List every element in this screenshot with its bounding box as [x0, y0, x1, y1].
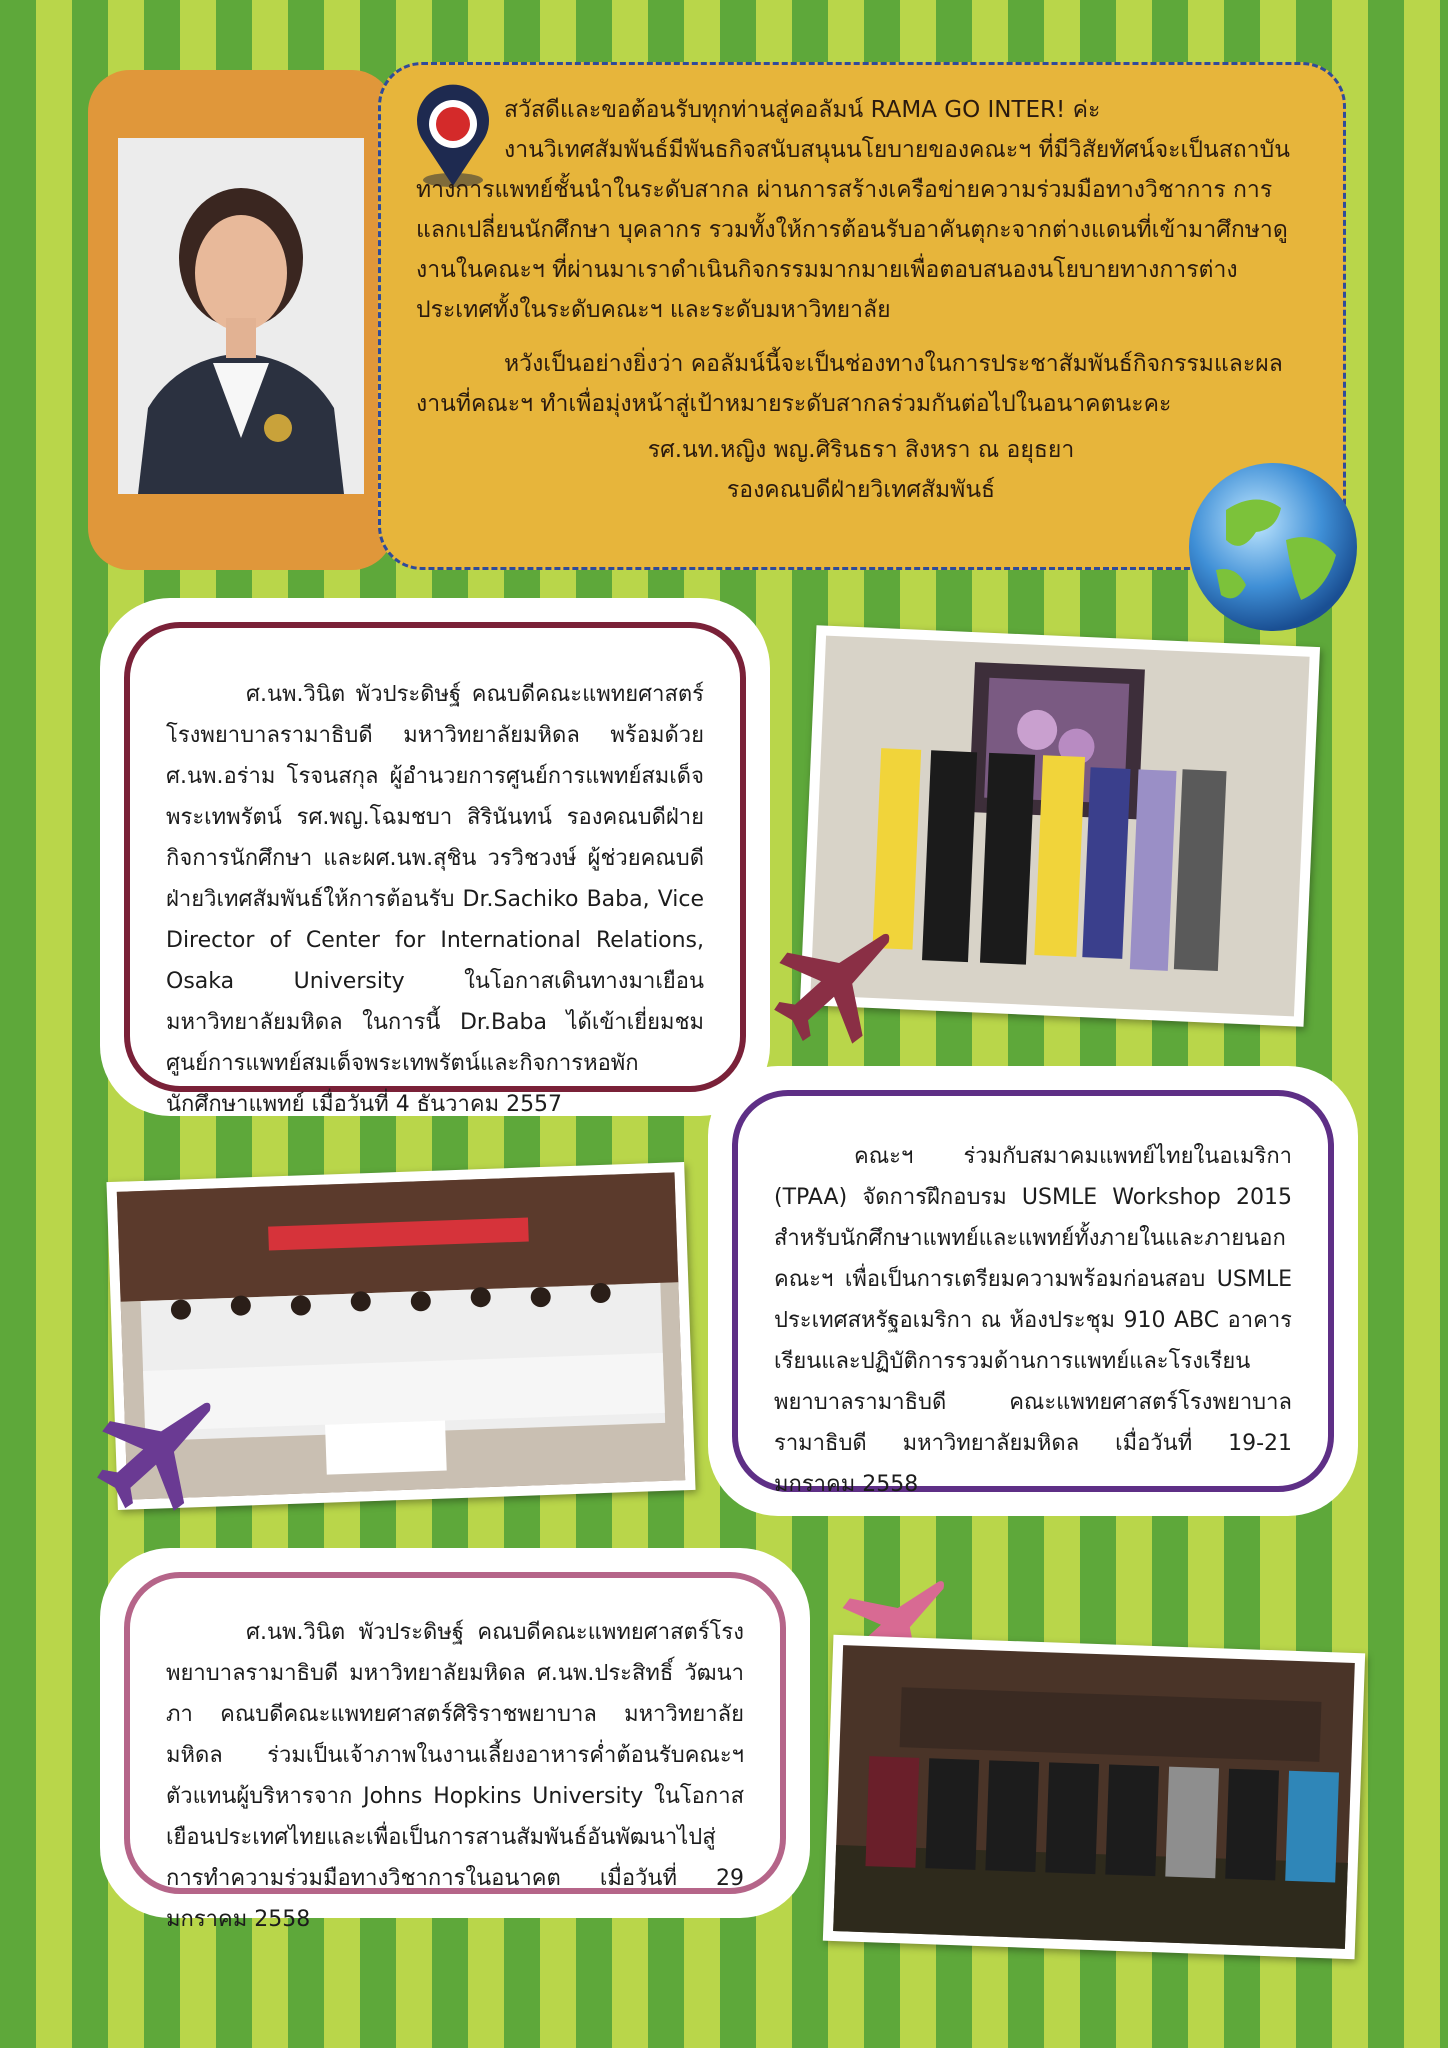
globe-icon	[1186, 460, 1360, 634]
airplane-icon	[92, 1392, 220, 1522]
closing-paragraph: หวังเป็นอย่างยิ่งว่า คอลัมน์นี้จะเป็นช่องทางในการประชาสัมพันธ์กิจกรรมและผลงานที่คณะฯ ทำเพื่อมุ่งหน้าสู่เป้าหมายระดับสากลร่วมกันต่อไปในอนาคตนะคะ	[416, 351, 1283, 417]
greeting: สวัสดีและขอต้อนรับทุกท่านสู่คอลัมน์ RAMA GO INTER! ค่ะ	[504, 97, 1101, 123]
article-card-1	[100, 598, 770, 1116]
article-card-2	[708, 1066, 1358, 1516]
article-card-3	[100, 1548, 810, 1932]
article-text-1: ศ.นพ.วินิต พัวประดิษฐ์ คณบดีคณะแพทยศาสตร์โรงพยาบาลรามาธิบดี มหาวิทยาลัยมหิดล พร้อมด้วย ศ.นพ.อร่าม โรจนสกุล ผู้อำนวยการศูนย์การแพทย์สมเด็จพระเทพรัตน์ รศ.พญ.โฉมชบา สิรินันทน์ รองคณบดีฝ่ายกิจการนักศึกษา และผศ.นพ.สุชิน วรวิชวงษ์ ผู้ช่วยคณบดีฝ่ายวิเทศสัมพันธ์ให้การต้อนรับ Dr.Sachiko Baba, Vice Director of Center for International Relations, Osaka University ในโอกาสเดินทางมาเยือนมหาวิทยาลัยมหิดล ในการนี้ Dr.Baba ได้เข้าเยี่ยมชมศูนย์การแพทย์สมเด็จพระเทพรัตน์และกิจการหอพักนักศึกษาแพทย์ เมื่อวันที่ 4 ธันวาคม 2557	[166, 682, 704, 1117]
signature-title: รองคณบดีฝ่ายวิเทศสัมพันธ์	[726, 477, 996, 503]
signature-name: รศ.นท.หญิง พญ.ศิรินธรา สิงหรา ณ อยุธยา	[647, 437, 1075, 463]
article-photo-3	[823, 1635, 1365, 1959]
article-text-2: คณะฯ ร่วมกับสมาคมแพทย์ไทยในอเมริกา (TPAA) จัดการฝึกอบรม USMLE Workshop 2015 สำหรับนักศึกษาแพทย์และแพทย์ทั้งภายในและภายนอกคณะฯ เพื่อเป็นการเตรียมความพร้อมก่อนสอบ USMLE ประเทศสหรัฐอเมริกา ณ ห้องประชุม 910 ABC อาคารเรียนและปฏิบัติการรวมด้านการแพทย์และโรงเรียนพยาบาลรามาธิบดี คณะแพทยศาสตร์โรงพยาบาลรามาธิบดี มหาวิทยาลัยมหิดล เมื่อวันที่ 19-21 มกราคม 2558	[774, 1144, 1292, 1497]
welcome-text	[416, 90, 1306, 510]
airplane-icon	[764, 924, 904, 1054]
intro-paragraph: งานวิเทศสัมพันธ์มีพันธกิจสนับสนุนนโยบายของคณะฯ ที่มีวิสัยทัศน์จะเป็นสถาบันทางการแพทย์ชั้นนำในระดับสากล ผ่านการสร้างเครือข่ายความร่วมมือทางวิชาการ การแลกเปลี่ยนนักศึกษา บุคลากร รวมทั้งให้การต้อนรับอาคันตุกะจากต่างแดนที่เข้ามาศึกษาดูงานในคณะฯ ที่ผ่านมาเราดำเนินกิจกรรมมากมายเพื่อตอบสนองนโยบายทางการต่างประเทศทั้งในระดับคณะฯ และระดับมหาวิทยาลัย	[416, 137, 1290, 323]
article-text-3: ศ.นพ.วินิต พัวประดิษฐ์ คณบดีคณะแพทยศาสตร์โรงพยาบาลรามาธิบดี มหาวิทยาลัยมหิดล ศ.นพ.ประสิทธิ์ วัฒนาภา คณบดีคณะแพทยศาสตร์ศิริราชพยาบาล มหาวิทยาลัยมหิดล ร่วมเป็นเจ้าภาพในงานเลี้ยงอาหารค่ำต้อนรับคณะฯ ตัวแทนผู้บริหารจาก Johns Hopkins University ในโอกาสเยือนประเทศไทยและเพื่อเป็นการสานสัมพันธ์อันพัฒนาไปสู่การทำความร่วมมือทางวิชาการในอนาคต เมื่อวันที่ 29 มกราคม 2558	[166, 1620, 744, 1932]
portrait-photo	[118, 138, 364, 494]
